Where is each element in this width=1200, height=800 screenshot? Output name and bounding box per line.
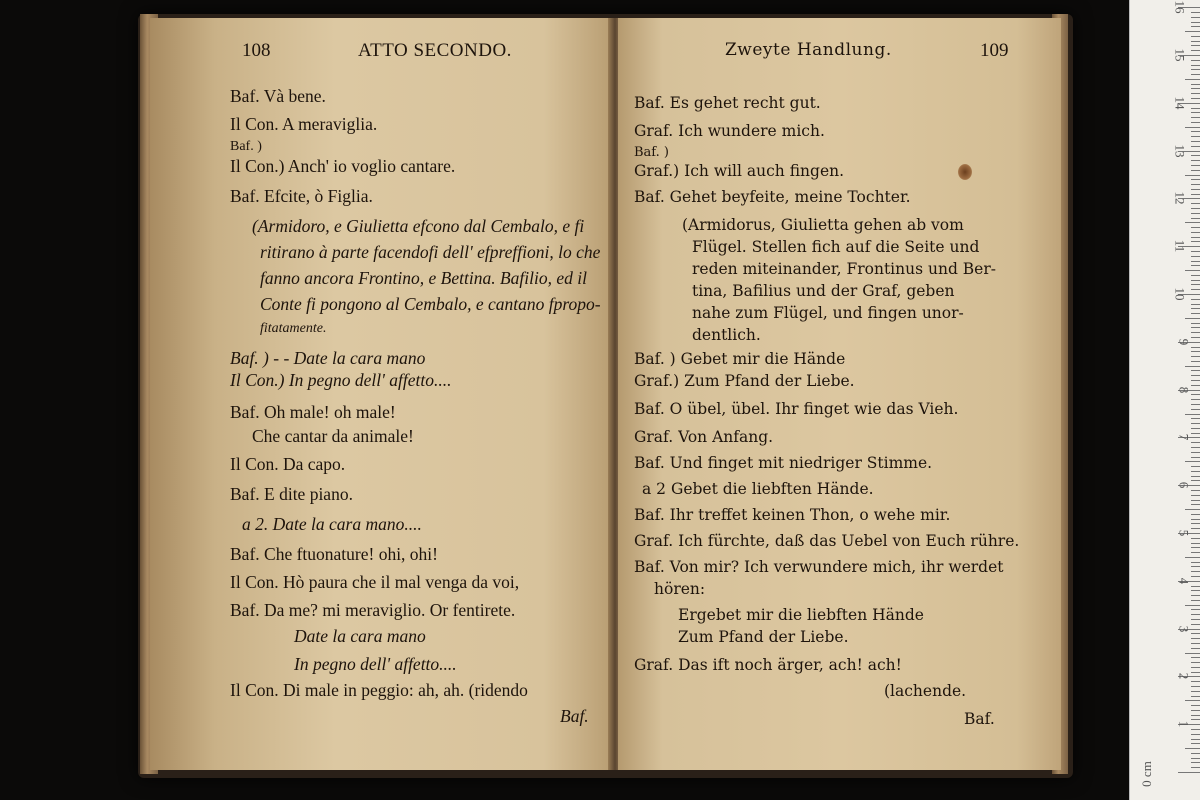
ruler-tick xyxy=(1191,280,1200,281)
ruler-tick xyxy=(1191,108,1200,109)
ruler-tick xyxy=(1191,476,1200,477)
ruler-tick xyxy=(1191,624,1200,625)
ruler-tick xyxy=(1185,748,1200,749)
ruler-tick xyxy=(1191,691,1200,692)
ruler-tick xyxy=(1191,409,1200,410)
text-line: Baf. Von mir? Ich verwundere mich, ihr werdet xyxy=(634,558,1004,576)
ruler-tick xyxy=(1191,375,1200,376)
text-line: Baf. ) - - Date la cara mano xyxy=(230,348,426,368)
text-line: Il Con. A meraviglia. xyxy=(230,114,378,134)
ruler-tick xyxy=(1191,84,1200,85)
ruler-tick xyxy=(1191,672,1200,673)
page-number: 108 xyxy=(242,40,271,61)
ruler-tick xyxy=(1191,643,1200,644)
ruler-tick xyxy=(1191,41,1200,42)
text-line: Date la cara mano xyxy=(294,626,426,646)
ruler-number: 7 xyxy=(1175,434,1191,441)
ruler-tick xyxy=(1185,461,1200,462)
ruler-tick xyxy=(1191,146,1200,147)
ruler-tick xyxy=(1191,275,1200,276)
ruler-tick xyxy=(1191,452,1200,453)
text-line: Graf. Ich fürchte, daß das Uebel von Euch rühre. xyxy=(634,532,1020,550)
ruler-tick xyxy=(1185,175,1200,176)
ruler-tick xyxy=(1191,547,1200,548)
text-line: Baf. O übel, übel. Ihr finget wie das Vieh. xyxy=(634,400,959,418)
ruler-tick xyxy=(1191,571,1200,572)
ruler-tick xyxy=(1191,696,1200,697)
ruler-tick xyxy=(1191,490,1200,491)
ruler-tick xyxy=(1191,136,1200,137)
ruler-tick xyxy=(1191,638,1200,639)
ruler-tick xyxy=(1191,69,1200,70)
ruler-tick xyxy=(1191,619,1200,620)
ruler-tick xyxy=(1191,428,1200,429)
ruler-tick xyxy=(1191,50,1200,51)
ruler-tick xyxy=(1191,131,1200,132)
ruler-tick xyxy=(1191,504,1200,505)
ruler-number: 16 xyxy=(1172,0,1188,14)
ruler-tick xyxy=(1185,79,1200,80)
ruler-tick xyxy=(1191,65,1200,66)
ruler-tick xyxy=(1191,758,1200,759)
ruler-tick xyxy=(1191,265,1200,266)
ruler-tick xyxy=(1191,442,1200,443)
ruler-tick xyxy=(1191,633,1200,634)
text-line: (Armidoro, e Giulietta efcono dal Cembalo, e fi xyxy=(252,216,585,236)
ruler-tick xyxy=(1191,566,1200,567)
ruler-number: 8 xyxy=(1175,386,1191,393)
text-line: Baf. Gehet beyfeite, meine Tochter. xyxy=(634,188,911,206)
ruler-tick xyxy=(1191,237,1200,238)
ruler-number: 15 xyxy=(1172,48,1188,62)
ruler-tick xyxy=(1191,45,1200,46)
ruler-tick xyxy=(1191,457,1200,458)
ruler-tick xyxy=(1191,165,1200,166)
ruler-tick xyxy=(1191,241,1200,242)
ruler-tick xyxy=(1191,304,1200,305)
ruler-tick xyxy=(1178,772,1200,773)
ruler-tick xyxy=(1191,447,1200,448)
text-line: Graf.) Zum Pfand der Liebe. xyxy=(634,372,855,390)
ruler-tick xyxy=(1191,332,1200,333)
running-head: Zweyte Handlung. xyxy=(725,40,892,60)
page-number: 109 xyxy=(980,40,1009,61)
ruler-tick xyxy=(1191,347,1200,348)
ruler-tick xyxy=(1191,313,1200,314)
ruler-tick xyxy=(1191,299,1200,300)
text-line: Il Con. Da capo. xyxy=(230,454,346,474)
ruler-tick xyxy=(1191,734,1200,735)
text-line: nahe zum Flügel, und fingen unor- xyxy=(692,304,964,322)
ruler-tick xyxy=(1191,141,1200,142)
ruler-tick xyxy=(1191,739,1200,740)
ruler-tick xyxy=(1185,222,1200,223)
ruler-tick xyxy=(1191,528,1200,529)
ruler-tick xyxy=(1191,251,1200,252)
right-page xyxy=(618,18,1061,770)
ruler-tick xyxy=(1191,543,1200,544)
ruler-tick xyxy=(1185,366,1200,367)
text-line: fanno ancora Frontino, e Bettina. Bafilio, ed il xyxy=(260,268,587,288)
text-line: Baf. E dite piano. xyxy=(230,484,353,504)
ruler-tick xyxy=(1191,323,1200,324)
ruler-tick xyxy=(1191,710,1200,711)
measuring-ruler xyxy=(1129,0,1200,800)
text-line: hören: xyxy=(654,580,706,598)
ruler-tick xyxy=(1191,261,1200,262)
text-line: Baf. xyxy=(560,706,589,726)
ruler-tick xyxy=(1191,743,1200,744)
ruler-tick xyxy=(1191,284,1200,285)
text-line: Graf. Ich wundere mich. xyxy=(634,122,825,140)
text-line: ritirano à parte facendofi dell' efpreffioni, lo che xyxy=(260,242,601,262)
ruler-tick xyxy=(1191,753,1200,754)
ruler-number: 13 xyxy=(1172,144,1188,158)
ruler-number: 14 xyxy=(1172,96,1188,110)
ruler-tick xyxy=(1191,715,1200,716)
ruler-tick xyxy=(1191,327,1200,328)
text-line: fitatamente. xyxy=(260,321,327,336)
ruler-tick xyxy=(1191,351,1200,352)
ruler-tick xyxy=(1191,595,1200,596)
text-line: Baf. ) Gebet mir die Hände xyxy=(634,350,846,368)
ruler-tick xyxy=(1191,480,1200,481)
text-line: reden miteinander, Frontinus und Ber- xyxy=(692,260,996,278)
ruler-tick xyxy=(1191,686,1200,687)
text-line: Baf. ) xyxy=(634,145,669,160)
ruler-tick xyxy=(1191,26,1200,27)
ruler-tick xyxy=(1191,500,1200,501)
ruler-tick xyxy=(1191,399,1200,400)
ruler-number: 6 xyxy=(1175,481,1191,489)
ruler-tick xyxy=(1191,36,1200,37)
ruler-tick xyxy=(1191,657,1200,658)
ruler-tick xyxy=(1191,681,1200,682)
ruler-tick xyxy=(1191,418,1200,419)
text-line: tina, Bafilius und der Graf, geben xyxy=(692,282,955,300)
text-line: Conte fi pongono al Cembalo, e cantano fpropo- xyxy=(260,294,601,314)
text-line: a 2 Gebet die liebften Hände. xyxy=(642,480,874,498)
text-line: Baf. Da me? mi meraviglio. Or fentirete. xyxy=(230,600,516,620)
ruler-tick xyxy=(1191,471,1200,472)
text-line: a 2. Date la cara mano.... xyxy=(242,514,422,534)
text-line: In pegno dell' affetto.... xyxy=(294,654,457,674)
ruler-number: 4 xyxy=(1175,577,1191,585)
text-line: Il Con.) Anch' io voglio cantare. xyxy=(230,156,456,176)
ruler-tick xyxy=(1191,380,1200,381)
ruler-tick xyxy=(1191,433,1200,434)
text-line: dentlich. xyxy=(692,326,761,344)
ruler-tick xyxy=(1191,12,1200,13)
ruler-tick xyxy=(1191,370,1200,371)
ink-stain xyxy=(958,164,972,180)
ruler-tick xyxy=(1191,667,1200,668)
ruler-tick xyxy=(1191,719,1200,720)
ruler-tick xyxy=(1185,605,1200,606)
ruler-number: 10 xyxy=(1172,287,1188,301)
ruler-tick xyxy=(1185,700,1200,701)
ruler-tick xyxy=(1185,653,1200,654)
ruler-tick xyxy=(1191,361,1200,362)
text-line: (Armidorus, Giulietta gehen ab vom xyxy=(682,216,964,234)
ruler-tick xyxy=(1185,127,1200,128)
left-page xyxy=(150,18,613,770)
ruler-number: 12 xyxy=(1172,191,1188,205)
text-line: Baf. xyxy=(964,710,995,728)
text-line: Baf. Che ftuonature! ohi, ohi! xyxy=(230,544,439,564)
ruler-tick xyxy=(1185,414,1200,415)
text-line: Baf. Efcite, ò Figlia. xyxy=(230,186,373,206)
ruler-tick xyxy=(1191,519,1200,520)
text-line: Il Con. Di male in peggio: ah, ah. (ridendo xyxy=(230,680,528,700)
text-line: Baf. Và bene. xyxy=(230,86,326,106)
ruler-tick xyxy=(1191,194,1200,195)
ruler-tick xyxy=(1191,122,1200,123)
ruler-number: 5 xyxy=(1175,529,1191,537)
ruler-tick xyxy=(1191,160,1200,161)
ruler-number: 3 xyxy=(1175,625,1191,632)
ruler-tick xyxy=(1191,213,1200,214)
ruler-tick xyxy=(1191,112,1200,113)
ruler-tick xyxy=(1191,155,1200,156)
ruler-tick xyxy=(1191,356,1200,357)
text-line: (lachende. xyxy=(884,682,967,700)
text-line: Baf. Und finget mit niedriger Stimme. xyxy=(634,454,933,472)
ruler-tick xyxy=(1191,404,1200,405)
text-line: Flügel. Stellen fich auf die Seite und xyxy=(692,238,980,256)
right-page-header xyxy=(630,40,1031,76)
text-line: Baf. Ihr treffet keinen Thon, o wehe mir. xyxy=(634,506,951,524)
ruler-tick xyxy=(1191,256,1200,257)
ruler-tick xyxy=(1191,93,1200,94)
ruler-tick xyxy=(1191,466,1200,467)
ruler-tick xyxy=(1191,179,1200,180)
ruler-tick xyxy=(1191,648,1200,649)
ruler-tick xyxy=(1191,576,1200,577)
ruler-tick xyxy=(1191,22,1200,23)
ruler-tick xyxy=(1191,60,1200,61)
ruler-tick xyxy=(1191,184,1200,185)
ruler-tick xyxy=(1191,423,1200,424)
text-line: Graf.) Ich will auch fingen. xyxy=(634,162,845,180)
text-line: Baf. ) xyxy=(230,139,262,154)
ruler-tick xyxy=(1191,394,1200,395)
ruler-number: 11 xyxy=(1172,239,1188,253)
ruler-tick xyxy=(1191,232,1200,233)
text-line: Il Con. Hò paura che il mal venga da voi, xyxy=(230,572,520,592)
ruler-tick xyxy=(1191,767,1200,768)
ruler-tick xyxy=(1191,208,1200,209)
ruler-tick xyxy=(1191,170,1200,171)
ruler-number: 9 xyxy=(1175,338,1191,346)
ruler-tick xyxy=(1191,662,1200,663)
ruler-tick xyxy=(1191,614,1200,615)
ruler-tick xyxy=(1185,509,1200,510)
ruler-tick xyxy=(1191,586,1200,587)
ruler-tick xyxy=(1191,590,1200,591)
ruler-tick xyxy=(1191,189,1200,190)
ruler-tick xyxy=(1191,308,1200,309)
ruler-tick xyxy=(1191,495,1200,496)
ruler-tick xyxy=(1191,117,1200,118)
left-page-header xyxy=(228,40,595,76)
ruler-tick xyxy=(1191,17,1200,18)
ruler-tick xyxy=(1191,705,1200,706)
text-line: Il Con.) In pegno dell' affetto.... xyxy=(230,370,452,390)
ruler-tick xyxy=(1191,762,1200,763)
ruler-tick xyxy=(1191,337,1200,338)
ruler-unit: 0 cm xyxy=(1138,761,1154,787)
ruler-tick xyxy=(1191,538,1200,539)
ruler-tick xyxy=(1191,562,1200,563)
ruler-tick xyxy=(1191,385,1200,386)
ruler-tick xyxy=(1185,557,1200,558)
text-line: Baf. Oh male! oh male! xyxy=(230,402,396,422)
ruler-tick xyxy=(1191,218,1200,219)
ruler-tick xyxy=(1191,74,1200,75)
ruler-tick xyxy=(1185,31,1200,32)
ruler-tick xyxy=(1191,514,1200,515)
ruler-number: 1 xyxy=(1175,720,1191,728)
ruler-tick xyxy=(1191,227,1200,228)
ruler-tick xyxy=(1185,318,1200,319)
text-line: Ergebet mir die liebften Hände xyxy=(678,606,924,624)
ruler-tick xyxy=(1191,600,1200,601)
text-line: Baf. Es gehet recht gut. xyxy=(634,94,821,112)
ruler-tick xyxy=(1191,729,1200,730)
ruler-tick xyxy=(1191,609,1200,610)
running-head: ATTO SECONDO. xyxy=(358,40,512,61)
ruler-tick xyxy=(1191,552,1200,553)
ruler-number: 2 xyxy=(1175,673,1191,680)
text-line: Zum Pfand der Liebe. xyxy=(678,628,849,646)
ruler-tick xyxy=(1185,270,1200,271)
text-line: Graf. Das ift noch ärger, ach! ach! xyxy=(634,656,902,674)
ruler-tick xyxy=(1191,523,1200,524)
ruler-tick xyxy=(1191,98,1200,99)
text-line: Che cantar da animale! xyxy=(252,426,414,446)
text-line: Graf. Von Anfang. xyxy=(634,428,774,446)
ruler-tick xyxy=(1191,88,1200,89)
ruler-tick xyxy=(1191,203,1200,204)
ruler-tick xyxy=(1191,289,1200,290)
